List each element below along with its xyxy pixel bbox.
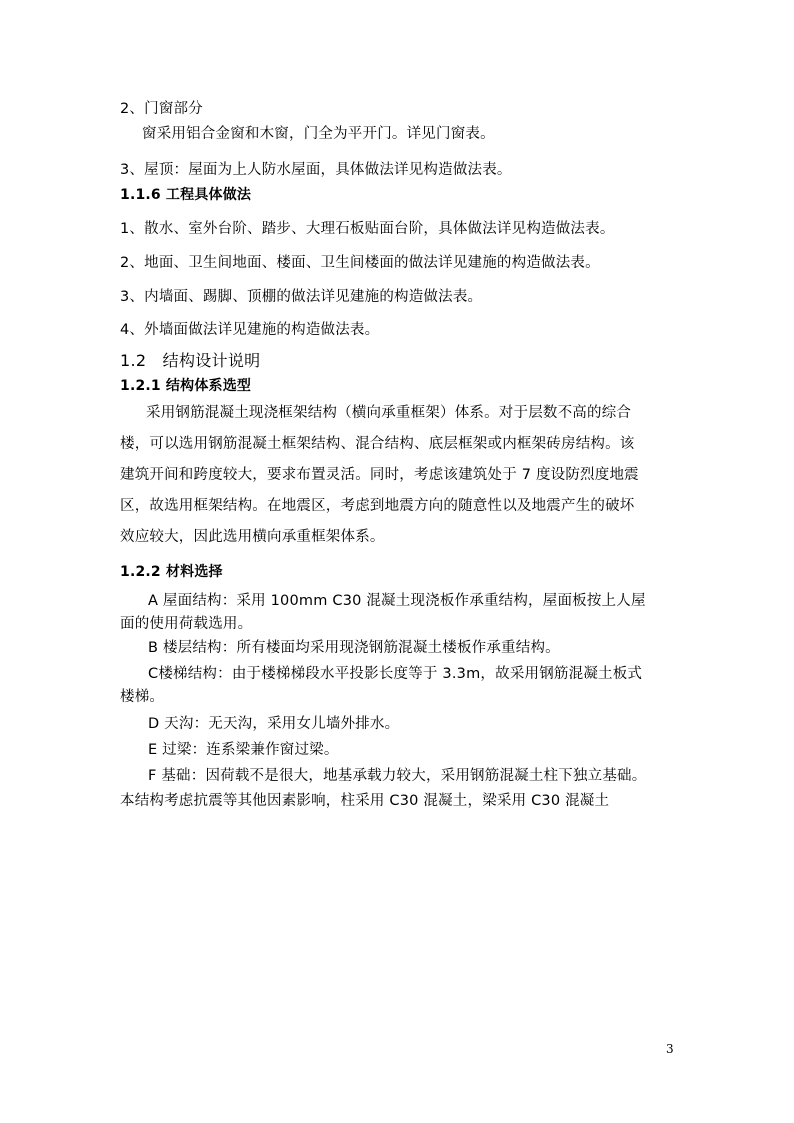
material-item-f-line-1: F 基础：因荷载不是很大，地基承载力较大，采用钢筋混凝土柱下独立基础。 xyxy=(148,768,647,784)
material-item-f-line-2: 本结构考虑抗震等其他因素影响，柱采用 C30 混凝土，梁采用 C30 混凝土 xyxy=(120,793,610,809)
construction-item-2: 2、地面、卫生间地面、楼面、卫生间楼面的做法详见建施的构造做法表。 xyxy=(120,255,600,271)
material-item-b: B 楼层结构：所有楼面均采用现浇钢筋混凝土楼板作承重结构。 xyxy=(148,640,560,656)
material-item-c-line-1: C楼梯结构：由于楼梯梯段水平投影长度等于 3.3m，故采用钢筋混凝土板式 xyxy=(148,666,643,682)
structure-paragraph-line-5: 效应较大，因此选用横向承重框架体系。 xyxy=(120,529,385,545)
door-window-text: 窗采用铝合金窗和木窗，门全为平开门。详见门窗表。 xyxy=(142,126,495,142)
construction-item-1: 1、散水、室外台阶、踏步、大理石板贴面台阶，具体做法详见构造做法表。 xyxy=(120,221,615,237)
structure-paragraph-line-4: 区，故选用框架结构。在地震区，考虑到地震方向的随意性以及地震产生的破坏 xyxy=(120,498,635,514)
material-item-a-line-1: A 屋面结构：采用 100mm C30 混凝土现浇板作承重结构，屋面板按上人屋 xyxy=(148,593,646,609)
section-1-1-6-heading: 1.1.6 工程具体做法 xyxy=(120,187,252,203)
structure-paragraph-line-3: 建筑开间和跨度较大，要求布置灵活。同时，考虑该建筑处于 7 度设防烈度地震 xyxy=(120,467,639,483)
material-item-d: D 天沟：无天沟，采用女儿墙外排水。 xyxy=(148,716,400,732)
section-1-2-1-heading: 1.2.1 结构体系选型 xyxy=(120,378,252,394)
material-item-c-line-2: 楼梯。 xyxy=(120,689,165,705)
structure-paragraph-line-1: 采用钢筋混凝土现浇框架结构（横向承重框架）体系。对于层数不高的综合 xyxy=(146,405,632,421)
structure-paragraph-line-2: 楼，可以选用钢筋混凝土框架结构、混合结构、底层框架或内框架砖房结构。该 xyxy=(120,436,635,452)
door-window-heading: 2、门窗部分 xyxy=(120,101,203,117)
section-1-2-2-heading: 1.2.2 材料选择 xyxy=(120,564,223,580)
construction-item-4: 4、外墙面做法详见建施的构造做法表。 xyxy=(120,322,380,338)
material-item-e: E 过梁：连系梁兼作窗过梁。 xyxy=(148,742,339,758)
construction-item-3: 3、内墙面、踢脚、顶棚的做法详见建施的构造做法表。 xyxy=(120,289,483,305)
material-item-a-line-2: 面的使用荷载选用。 xyxy=(120,616,253,632)
section-1-2-heading: 1.2 结构设计说明 xyxy=(120,351,261,370)
page-number: 3 xyxy=(666,1042,674,1056)
roof-text: 3、屋顶：屋面为上人防水屋面，具体做法详见构造做法表。 xyxy=(120,162,512,178)
